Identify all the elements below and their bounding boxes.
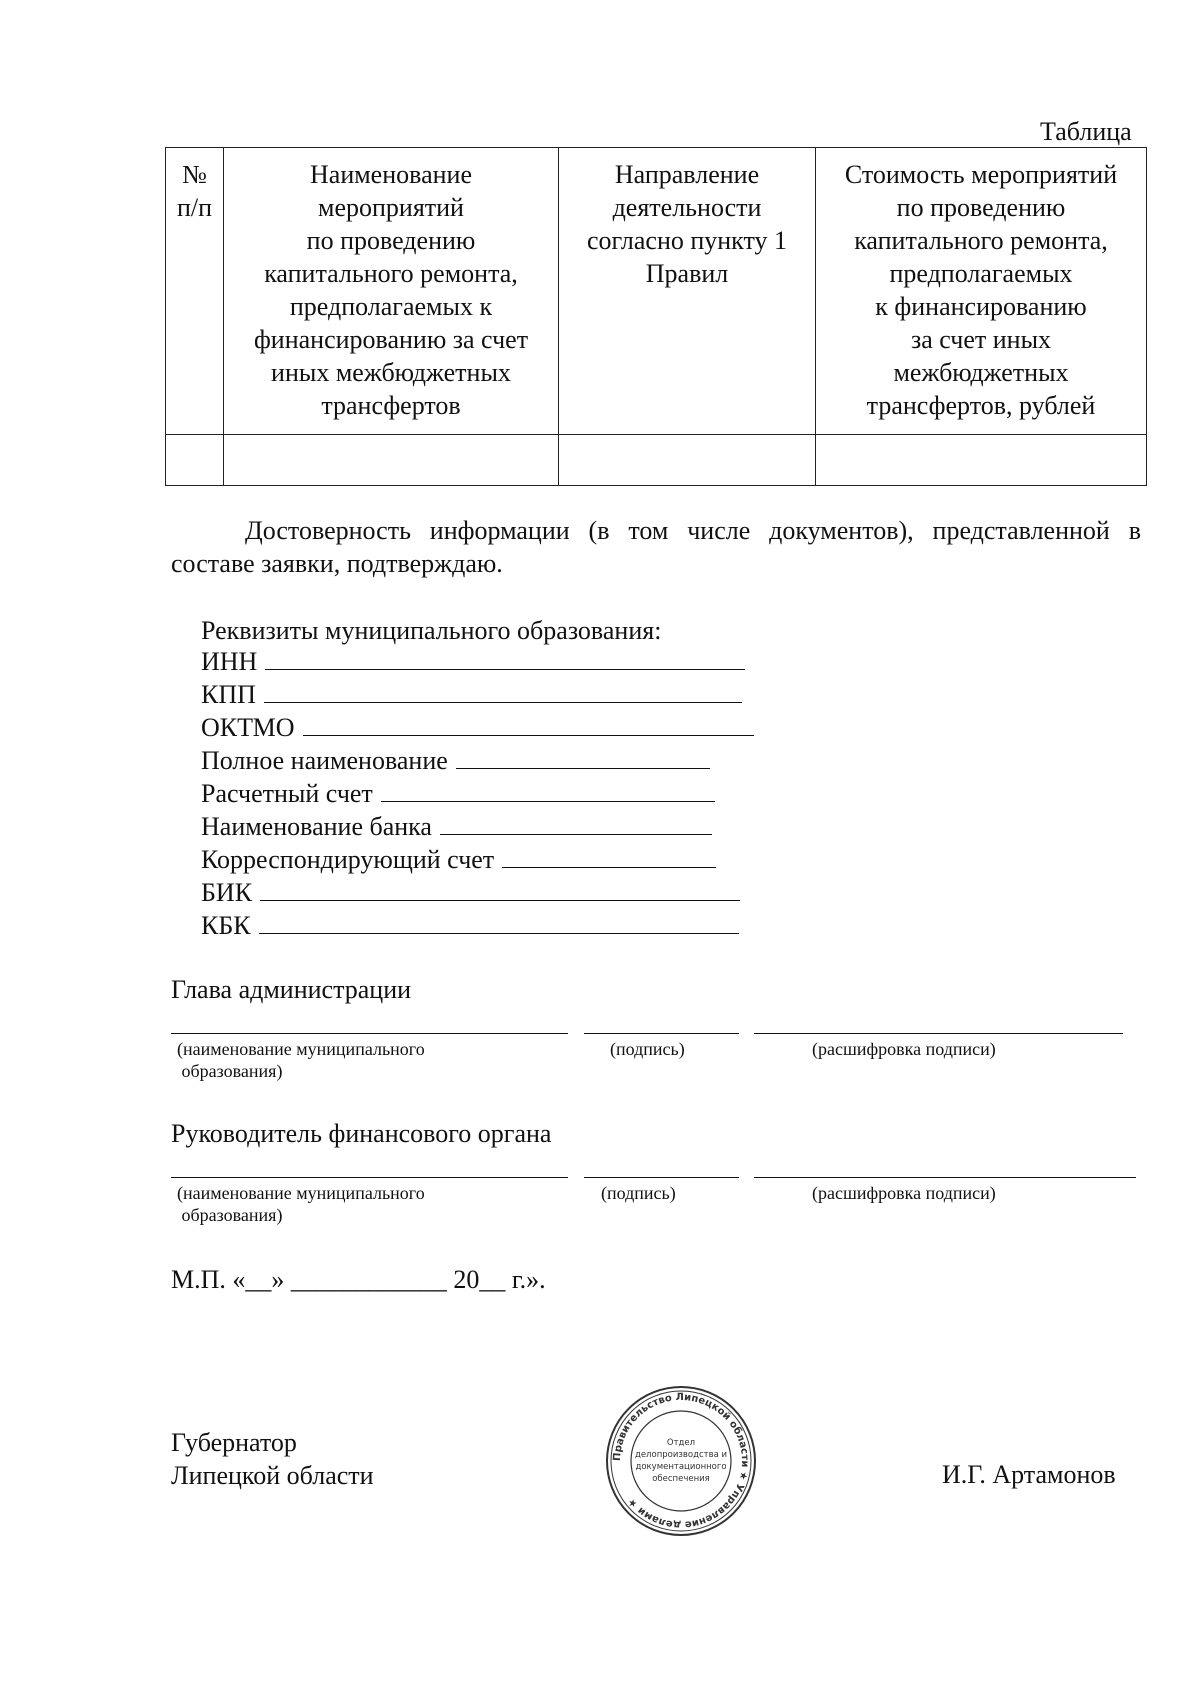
official-seal-icon: [605, 1385, 757, 1537]
signature-line[interactable]: [584, 1033, 739, 1034]
seal-inner-line3: документационного: [635, 1462, 727, 1472]
table-cell: [816, 435, 1147, 486]
header-cost: Стоимость мероприятий по проведению капитального ремонта, предполагаемых к финансированию за счет иных межбюджетных трансфертов, рублей: [816, 148, 1147, 435]
field-full-name: [201, 744, 710, 777]
field-corr-account: [201, 843, 716, 876]
bik-input-line[interactable]: [260, 876, 740, 901]
header-direction: Направление деятельности согласно пункту 1 Правил: [559, 148, 816, 435]
corr-account-input-line[interactable]: [502, 843, 716, 868]
field-label: Расчетный счет: [201, 779, 373, 808]
seal-inner-line2: делопроизводства и: [634, 1450, 728, 1460]
field-account: [201, 777, 715, 810]
field-label: ОКТМО: [201, 713, 295, 742]
stamp-place-date: М.П. «__» ____________ 20__ г.».: [171, 1265, 546, 1294]
kpp-input-line[interactable]: [264, 678, 742, 703]
table-cell: [224, 435, 559, 486]
kbk-input-line[interactable]: [259, 909, 739, 934]
signature-caption: (подпись): [601, 1183, 676, 1203]
decoding-signature-line[interactable]: [754, 1177, 1136, 1178]
field-label: КБК: [201, 911, 251, 940]
table-row: [166, 435, 1147, 486]
field-label: Корреспондирующий счет: [201, 845, 495, 874]
municipality-caption: (наименование муниципального образования): [177, 1183, 425, 1225]
governor-position-line2: Липецкой области: [171, 1461, 374, 1490]
field-kbk: [201, 909, 739, 942]
signature-line[interactable]: [584, 1177, 739, 1178]
head-of-administration-title: Глава администрации: [171, 975, 412, 1004]
governor-name: И.Г. Артамонов: [942, 1460, 1116, 1489]
header-number: № п/п: [166, 148, 224, 435]
account-input-line[interactable]: [381, 777, 715, 802]
confirmation-paragraph: Достоверность информации (в том числе документов), представленной в составе заявки, подтверждаю.: [171, 516, 1141, 578]
field-kpp: [201, 678, 742, 711]
governor-position-line1: Губернатор: [171, 1428, 297, 1457]
governor-position: [171, 1426, 374, 1492]
field-label: Полное наименование: [201, 746, 448, 775]
decoding-caption: (расшифровка подписи): [812, 1039, 996, 1059]
seal-inner-line1: Отдел: [666, 1438, 696, 1448]
field-oktmo: [201, 711, 754, 744]
decoding-caption: (расшифровка подписи): [812, 1183, 996, 1203]
signature-caption: (подпись): [610, 1039, 685, 1059]
field-label: БИК: [201, 878, 253, 907]
municipality-caption: (наименование муниципального образования): [177, 1039, 425, 1081]
seal-outer-text: Правительство Липецкой области ★ Управление делами ★: [611, 1391, 751, 1531]
bank-name-input-line[interactable]: [440, 810, 712, 835]
full-name-input-line[interactable]: [456, 744, 710, 769]
events-table: [165, 147, 1147, 486]
field-label: Наименование банка: [201, 812, 432, 841]
table-label: Таблица: [1040, 117, 1132, 146]
field-inn: [201, 645, 745, 678]
field-label: ИНН: [201, 647, 258, 676]
field-label: КПП: [201, 680, 256, 709]
table-cell: [166, 435, 224, 486]
table-header-row: [166, 148, 1147, 435]
table-cell: [559, 435, 816, 486]
header-event-name: Наименование мероприятий по проведению капитального ремонта, предполагаемых к финансированию за счет иных межбюджетных трансфертов: [224, 148, 559, 435]
municipality-signature-line[interactable]: [171, 1033, 568, 1034]
field-bik: [201, 876, 740, 909]
decoding-signature-line[interactable]: [754, 1033, 1123, 1034]
oktmo-input-line[interactable]: [303, 711, 754, 736]
requisites-title: Реквизиты муниципального образования:: [201, 616, 662, 645]
inn-input-line[interactable]: [265, 645, 745, 670]
field-bank-name: [201, 810, 712, 843]
seal-inner-line4: обеспечения: [652, 1474, 710, 1484]
municipality-signature-line[interactable]: [171, 1177, 568, 1178]
head-of-finance-title: Руководитель финансового органа: [171, 1119, 552, 1148]
